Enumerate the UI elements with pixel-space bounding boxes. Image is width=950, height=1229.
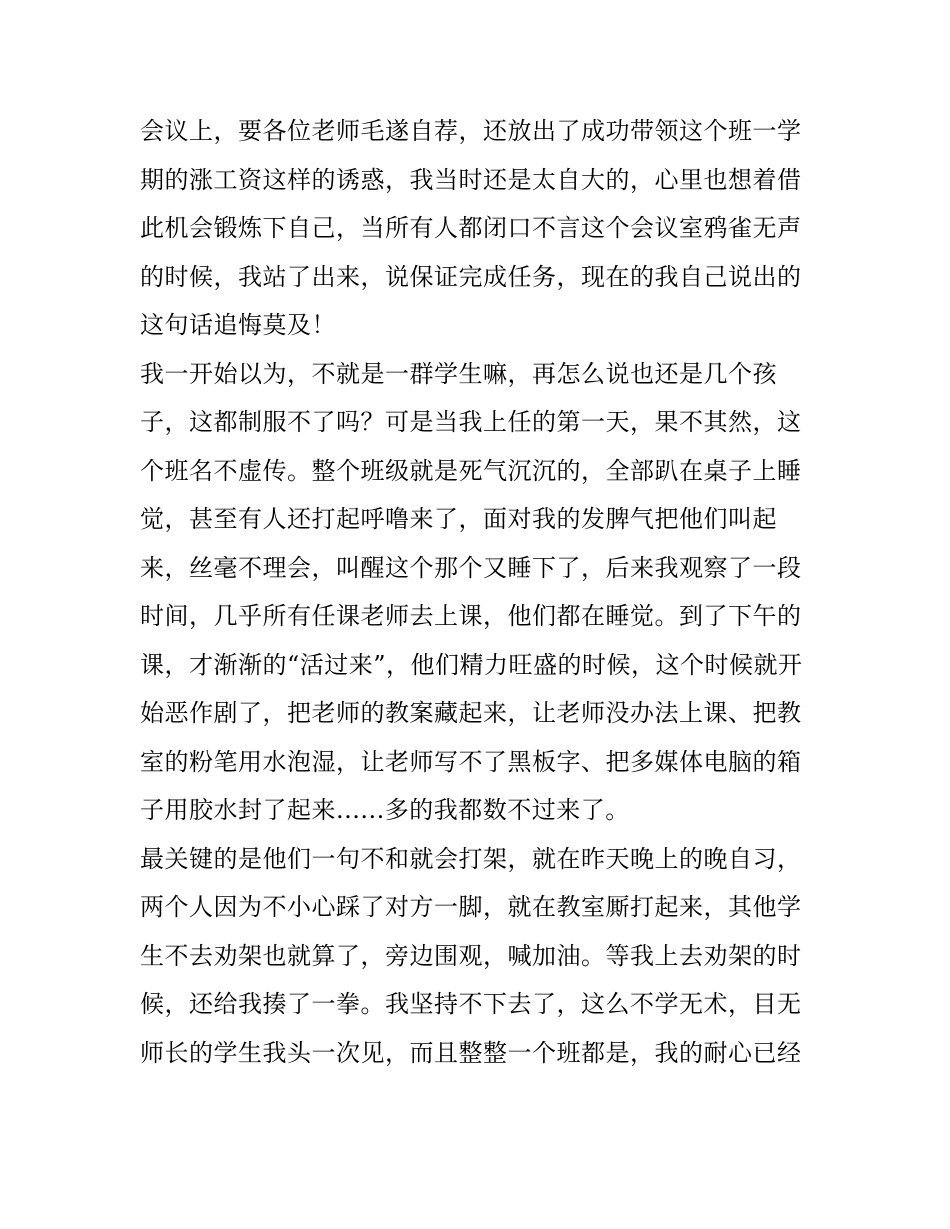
text-line: 候，还给我揍了一拳。我坚持不下去了，这么不学无术，目无 xyxy=(140,990,802,1018)
text-line: 个班名不虚传。整个班级就是死气沉沉的，全部趴在桌子上睡 xyxy=(140,456,802,485)
text-line: 生不去劝架也就算了，旁边围观，喊加油。等我上去劝架的时 xyxy=(140,941,802,970)
document-body xyxy=(140,107,820,1077)
text-line: 始恶作剧了，把老师的教案藏起来，让老师没办法上课、把教 xyxy=(140,699,802,727)
text-line: 最关键的是他们一句不和就会打架，就在昨天晚上的晚自习， xyxy=(140,844,802,873)
text-line: 课，才渐渐的“活过来”，他们精力旺盛的时候，这个时候就开 xyxy=(140,650,803,679)
text-line: 这句话追悔莫及！ xyxy=(140,311,336,339)
paragraph-3 xyxy=(140,835,820,1078)
text-line: 会议上，要各位老师毛遂自荐，还放出了成功带领这个班一学 xyxy=(140,117,802,145)
paragraph-2 xyxy=(140,350,820,835)
text-line: 子用胶水封了起来......多的我都数不过来了。 xyxy=(140,796,630,824)
text-line: 期的涨工资这样的诱惑，我当时还是太自大的，心里也想着借 xyxy=(140,165,802,194)
text-line: 觉，甚至有人还打起呼噜来了，面对我的发脾气把他们叫起 xyxy=(140,505,777,533)
text-line: 我一开始以为，不就是一群学生嘛，再怎么说也还是几个孩 xyxy=(140,359,777,388)
text-line: 此机会锻炼下自己，当所有人都闭口不言这个会议室鸦雀无声 xyxy=(140,214,802,242)
text-line: 子，这都制服不了吗？可是当我上任的第一天，果不其然，这 xyxy=(140,408,802,436)
text-line: 两个人因为不小心踩了对方一脚，就在教室厮打起来，其他学 xyxy=(140,893,802,921)
text-line: 室的粉笔用水泡湿，让老师写不了黑板字、把多媒体电脑的箱 xyxy=(140,747,802,776)
paragraph-1 xyxy=(140,107,820,350)
text-line: 的时候，我站了出来，说保证完成任务，现在的我自己说出的 xyxy=(140,262,802,291)
text-line: 师长的学生我头一次见，而且整整一个班都是，我的耐心已经 xyxy=(140,1038,802,1067)
text-line: 时间，几乎所有任课老师去上课，他们都在睡觉。到了下午的 xyxy=(140,602,802,630)
text-line: 来，丝毫不理会，叫醒这个那个又睡下了，后来我观察了一段 xyxy=(140,553,802,582)
